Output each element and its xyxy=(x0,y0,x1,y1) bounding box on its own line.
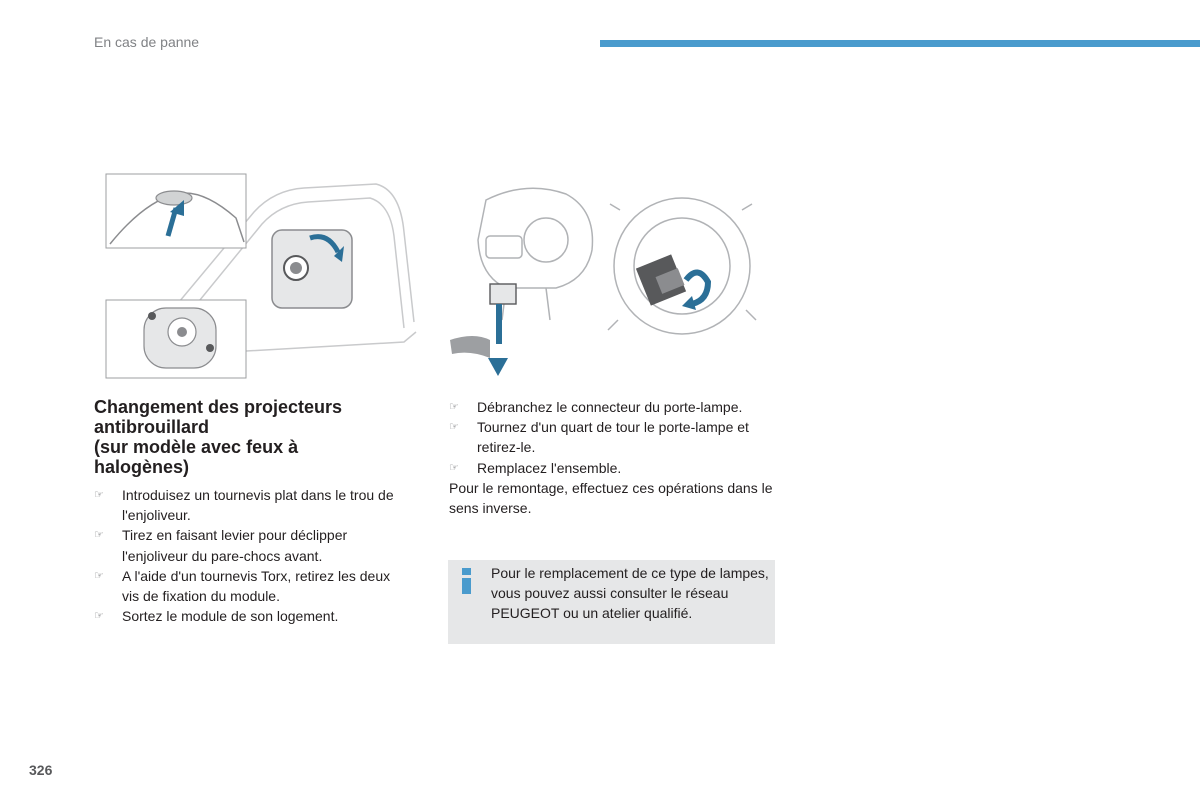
info-text: Pour le remplacement de ce type de lampes, vous pouvez aussi consulter le réseau PEUGEOT ou un atelier qualifié. xyxy=(491,565,769,622)
text-column-left xyxy=(94,397,410,626)
bumper-trim-illustration xyxy=(104,172,422,380)
lamp-cable xyxy=(450,336,490,358)
page-number: 326 xyxy=(29,762,53,778)
pointing-hand-icon: ☞ xyxy=(94,569,104,582)
list-item: ☞ Introduisez un tournevis plat dans le trou de l'enjoliveur. xyxy=(94,487,394,524)
pointing-hand-icon: ☞ xyxy=(449,421,459,434)
pointing-hand-icon: ☞ xyxy=(449,461,459,474)
list-item: ☞ Sortez le module de son logement. xyxy=(94,606,410,626)
pointing-hand-icon: ☞ xyxy=(449,401,459,413)
bulb-steps-list xyxy=(449,397,779,478)
list-item: ☞ Débranchez le connecteur du porte-lampe. xyxy=(449,397,779,417)
pointing-hand-icon: ☞ xyxy=(94,610,104,623)
disconnect-arrow-icon xyxy=(488,358,508,376)
fog-lamp-module-right xyxy=(608,198,756,334)
header-section-title: En cas de panne xyxy=(94,34,200,50)
list-item: ☞ Tournez d'un quart de tour le porte-lampe et retirez-le. xyxy=(449,419,749,456)
list-item: ☞ Remplacez l'ensemble. xyxy=(449,458,779,478)
fog-lamp-bulb-illustration xyxy=(446,180,766,380)
list-item: ☞ Tirez en faisant levier pour déclipper l'enjoliveur du pare-chocs avant. xyxy=(94,527,348,564)
pointing-hand-icon: ☞ xyxy=(94,529,104,542)
lamp-connector xyxy=(490,284,516,304)
reassembly-note: Pour le remontage, effectuez ces opérations dans le sens inverse. xyxy=(449,479,773,517)
removal-steps-list xyxy=(94,485,410,626)
torx-screw-icon xyxy=(148,312,156,320)
header-accent-bar xyxy=(600,40,1200,47)
info-icon xyxy=(460,568,474,594)
text-column-middle xyxy=(449,397,779,518)
pointing-hand-icon: ☞ xyxy=(94,489,104,501)
section-title: Changement des projecteurs antibrouillard (sur modèle avec feux à halogènes) xyxy=(94,397,343,477)
info-box xyxy=(448,560,775,644)
list-item: ☞ A l'aide d'un tournevis Torx, retirez les deux vis de fixation du module. xyxy=(94,567,391,605)
torx-screw-icon xyxy=(206,344,214,352)
